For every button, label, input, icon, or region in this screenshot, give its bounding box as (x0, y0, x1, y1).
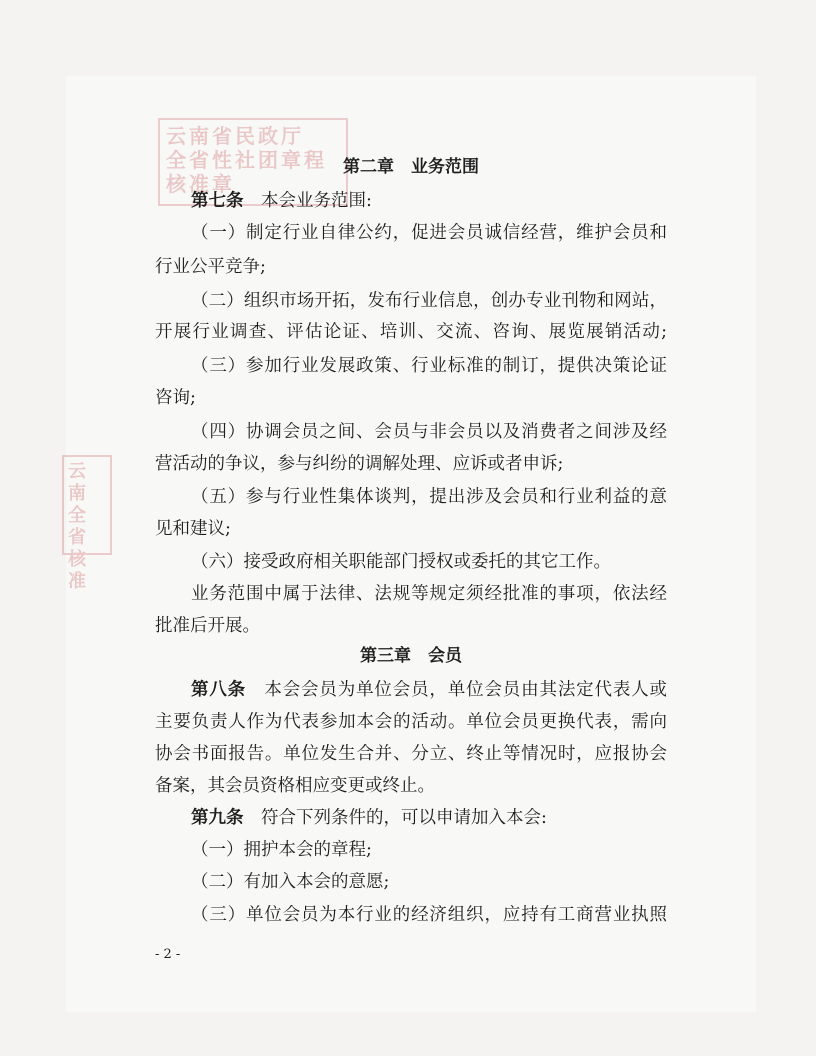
article-8-text: 本会会员为单位会员，单位会员由其法定代表人或 (264, 680, 668, 700)
article-7-label: 第七条 (191, 191, 244, 211)
stamp-line: 云南省民政厅 (166, 124, 304, 148)
chapter-2-title: 第二章 业务范围 (343, 157, 479, 177)
condition-1: （一）拥护本会的章程; (191, 840, 372, 860)
article-8-line-3: 协会书面报告。单位发生合并、分立、终止等情况时，应报协会 (155, 744, 667, 764)
scope-item-2-line-1: （二）组织市场开拓，发布行业信息，创办专业刊物和网站， (191, 291, 667, 311)
scope-item-1-line-1: （一）制定行业自律公约，促进会员诚信经营，维护会员和 (191, 223, 667, 243)
article-8-label: 第八条 (191, 680, 247, 700)
condition-3-line-1: （三）单位会员为本行业的经济组织，应持有工商营业执照 (191, 905, 667, 925)
scope-item-4-line-1: （四）协调会员之间、会员与非会员以及消费者之间涉及经 (191, 422, 667, 442)
article-7-text: 本会业务范围: (261, 191, 372, 211)
stamp-line: 全省性社团章程 (166, 148, 327, 172)
stamp-line: 核准 (68, 549, 89, 592)
scope-item-5-line-2: 见和建议; (155, 519, 231, 539)
article-8-line-2: 主要负责人作为代表参加本会的活动。单位会员更换代表，需向 (155, 712, 667, 732)
article-8-line-1 (155, 676, 667, 704)
scope-item-2-line-2: 开展行业调查、评估论证、培训、交流、咨询、展览展销活动; (155, 322, 667, 342)
stamp-line: 全省 (68, 505, 89, 548)
article-8-line-4: 备案，其会员资格相应变更或终止。 (155, 776, 435, 796)
scope-item-1-line-2: 行业公平竞争; (155, 257, 266, 277)
scope-closing-line-2: 批准后开展。 (155, 616, 260, 636)
article-9 (155, 804, 667, 832)
scope-item-5-line-1: （五）参与行业性集体谈判，提出涉及会员和行业利益的意 (191, 487, 667, 507)
scope-closing-line-1: 业务范围中属于法律、法规等规定须经批准的事项，依法经 (191, 584, 667, 604)
stamp-line: 核准章 (166, 172, 235, 196)
condition-2: （二）有加入本会的意愿; (191, 872, 390, 892)
side-seal-stamp (62, 455, 112, 592)
article-7 (155, 187, 667, 215)
chapter-3-title: 第三章 会员 (360, 646, 462, 666)
page-number: - 2 - (155, 947, 181, 962)
scope-item-6-line-1: （六）接受政府相关职能部门授权或委托的其它工作。 (191, 552, 611, 572)
article-9-label: 第九条 (191, 808, 244, 828)
scope-item-4-line-2: 营活动的争议，参与纠纷的调解处理、应诉或者申诉; (155, 454, 564, 474)
article-9-text: 符合下列条件的，可以申请加入本会: (261, 808, 547, 828)
stamp-line: 云南 (68, 461, 89, 504)
scope-item-3-line-1: （三）参加行业发展政策、行业标准的制订，提供决策论证 (191, 356, 667, 376)
scope-item-3-line-2: 咨询; (155, 388, 196, 408)
